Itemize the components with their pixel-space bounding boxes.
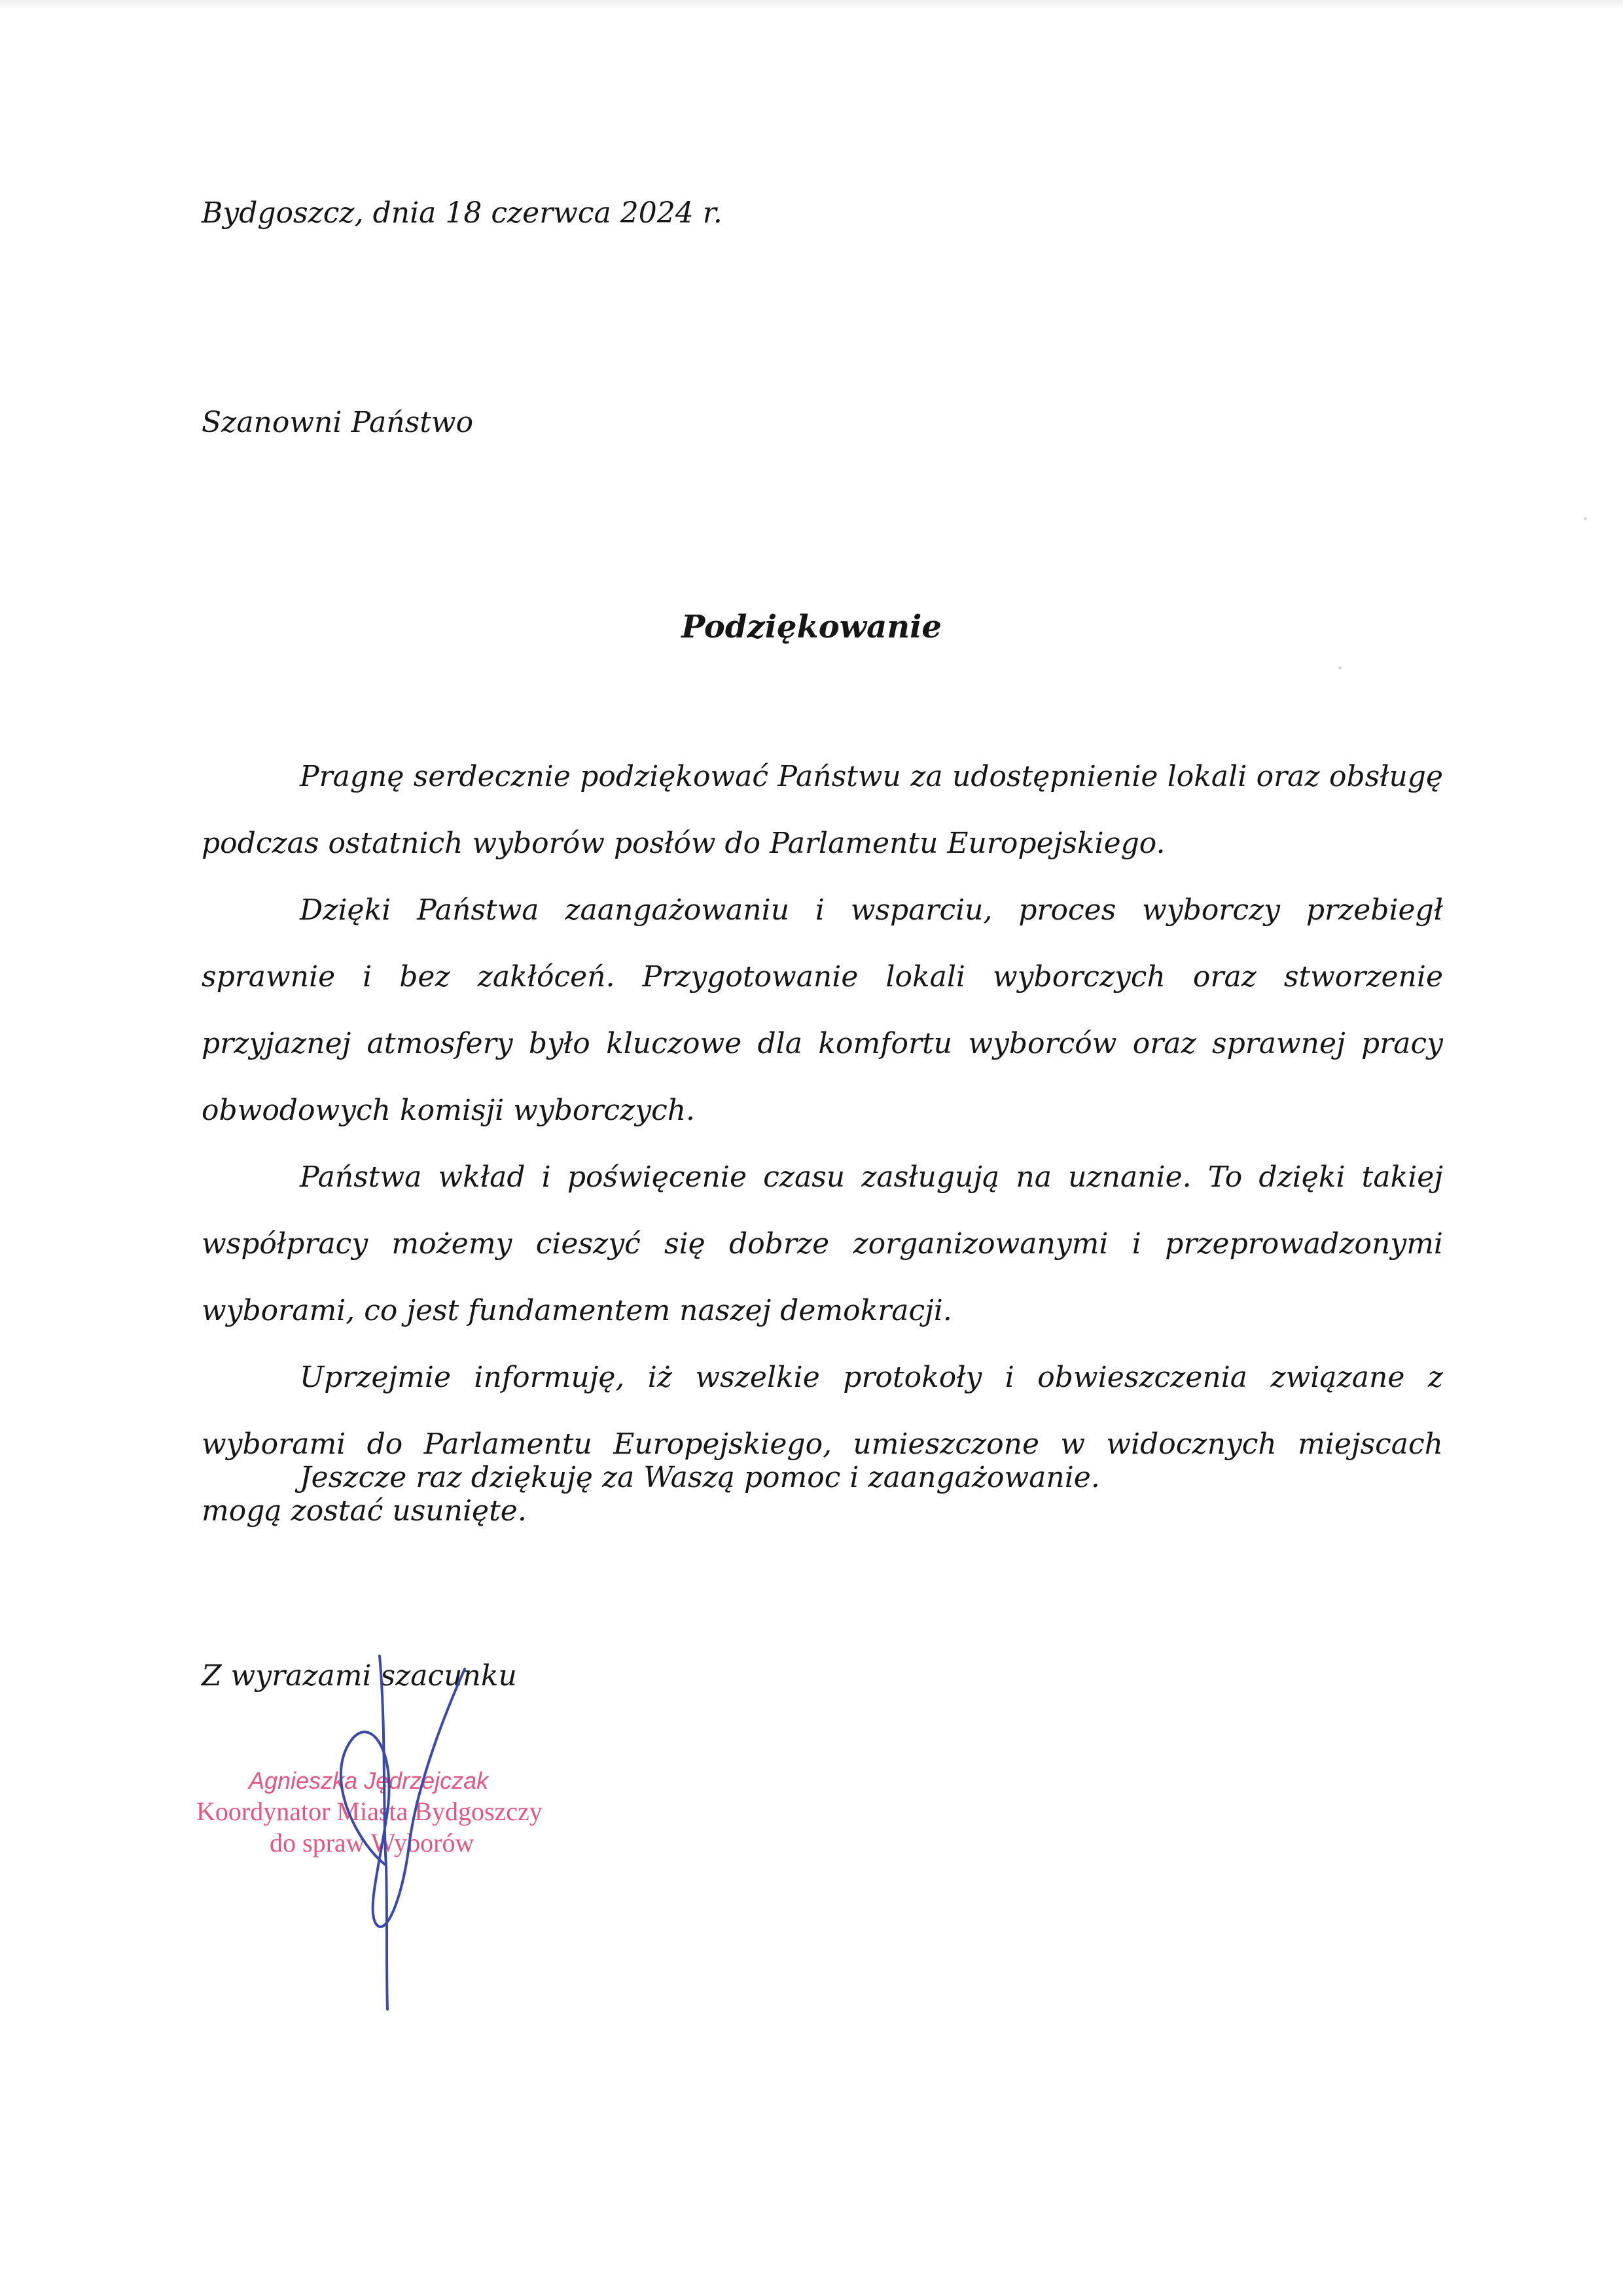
- closing-regards: Z wyrazami szacunku: [202, 1659, 517, 1693]
- paragraph-3: Państwa wkład i poświęcenie czasu zasługują na uznanie. To dzięki takiej współpracy możemy cieszyć się dobrze zorganizowanymi i przeprowadzonymi wyborami, co jest fundamentem naszej demokracji.: [202, 1160, 1443, 1327]
- salutation: Szanowni Państwo: [202, 406, 474, 439]
- paragraph-2: Dzięki Państwa zaangażowaniu i wsparciu, proces wyborczy przebiegł sprawnie i bez zakłóceń. Przygotowanie lokali wyborczych oraz stworzenie przyjaznej atmosfery było kluczowe dla komfortu wyborców oraz sprawnej pracy obwodowych komisji wyborczych.: [202, 893, 1443, 1127]
- stamp-name: Agnieszka Jędrzejczak: [249, 1767, 489, 1794]
- stamp-role-line-1: Koordynator Miasta Bydgoszczy: [196, 1797, 543, 1826]
- stamp-role-line-2: do spraw Wyborów: [270, 1828, 474, 1857]
- paragraph-1: Pragnę serdecznie podziękować Państwu za udostępnienie lokali oraz obsługę podczas ostatnich wyborów posłów do Parlamentu Europejskiego.: [202, 760, 1443, 860]
- closing-thanks: Jeszcze raz dziękuję za Waszą pomoc i zaangażowanie.: [300, 1461, 1100, 1494]
- place-and-date: Bydgoszcz, dnia 18 czerwca 2024 r.: [202, 196, 722, 230]
- scan-speck: [1338, 666, 1342, 670]
- letter-title: Podziękowanie: [681, 609, 942, 645]
- scan-speck: [1584, 517, 1587, 520]
- signature-stroke: [341, 1656, 465, 2009]
- scan-top-edge: [0, 0, 1623, 9]
- paragraph-4: Uprzejmie informuję, iż wszelkie protokoły i obwieszczenia związane z wyborami do Parlamentu Europejskiego, umieszczone w widocznych miejscach mogą zostać usunięte.: [202, 1361, 1443, 1528]
- handwritten-signature: [288, 1649, 510, 2016]
- letter-body: [202, 744, 1443, 1545]
